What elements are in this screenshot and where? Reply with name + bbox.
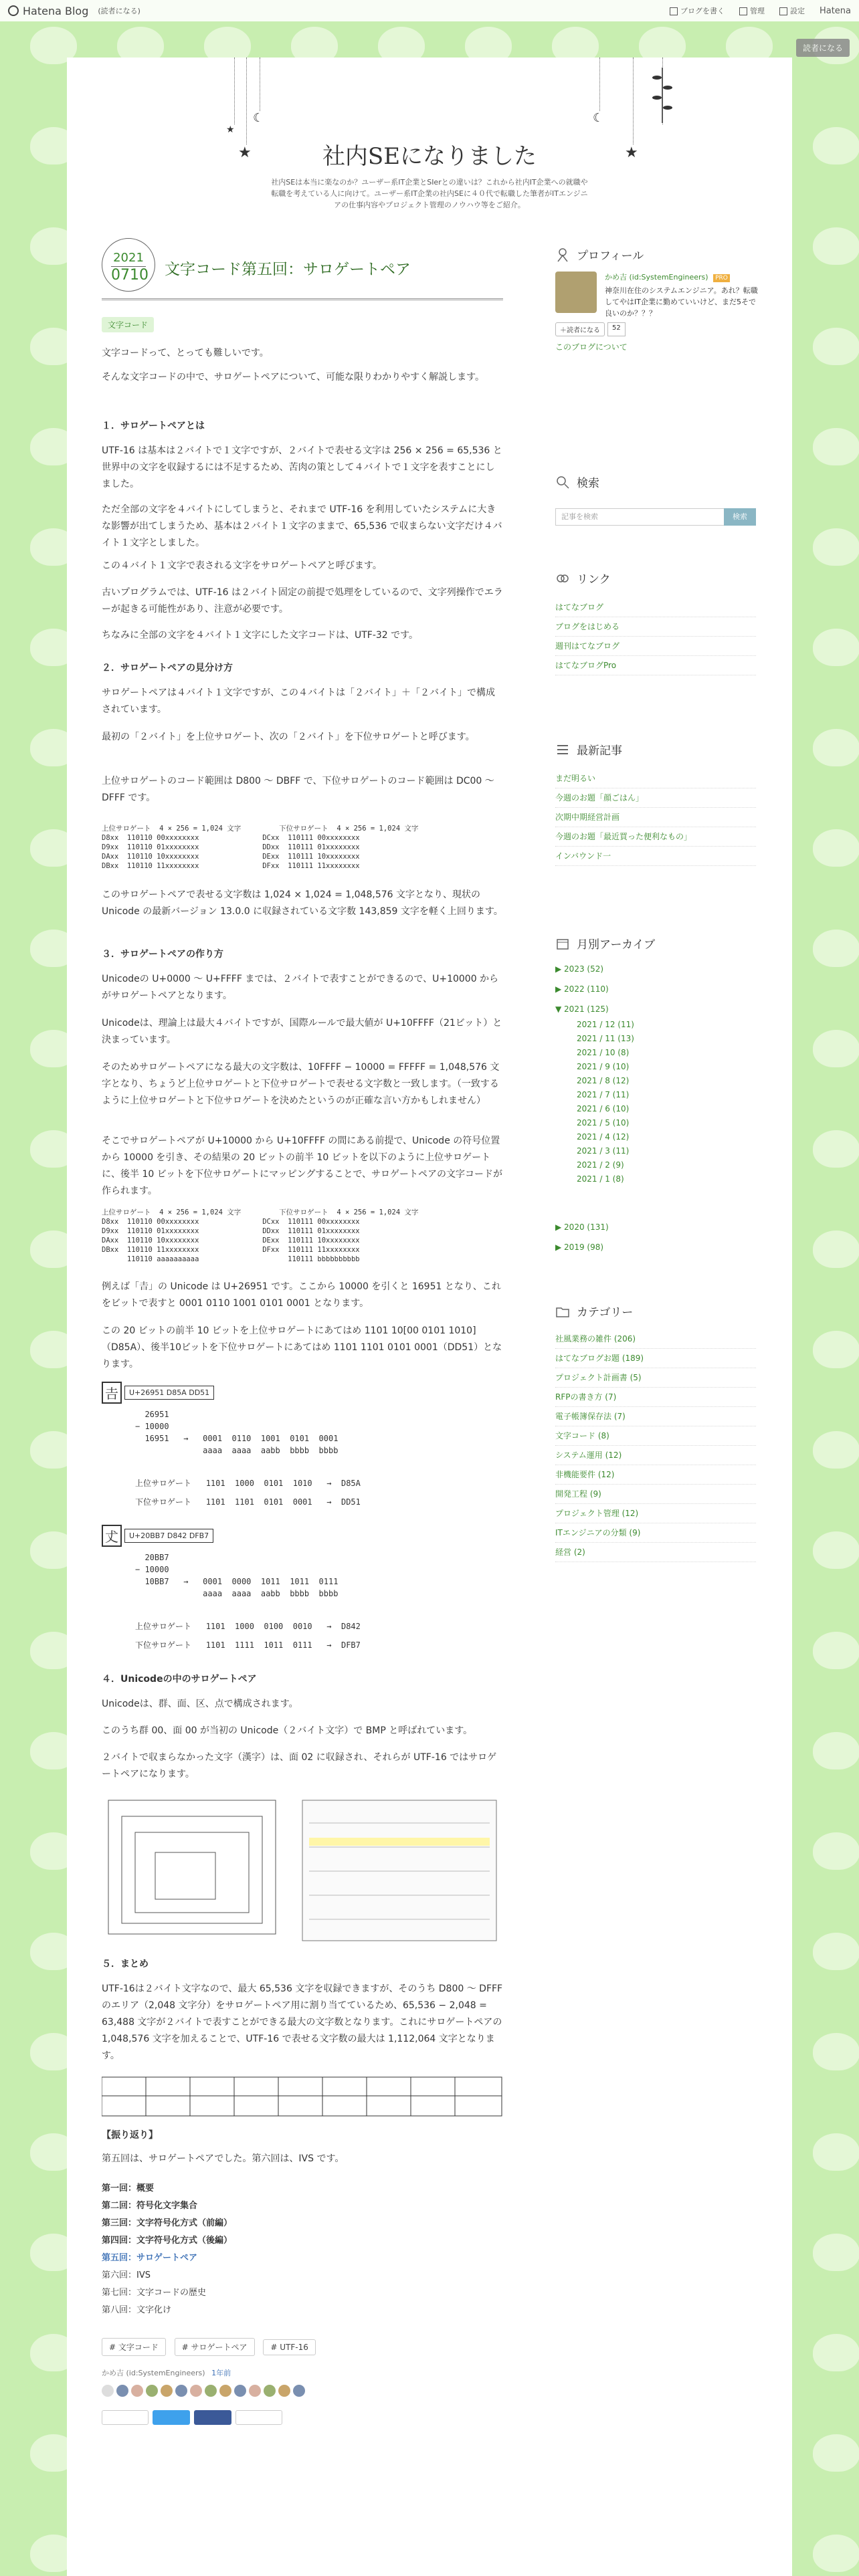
gear-icon [779,7,787,15]
paragraph: そんな文字コードの中で、サロゲートペアについて、可能な限りわかりやすく解説します。 [102,372,485,383]
archive-year[interactable]: ▼ 2021 (125) [555,1004,609,1014]
tweet-button[interactable] [153,2410,190,2425]
section-heading: ５．まとめ [102,1959,149,1969]
lower-surrogate-label: 下位サロゲート [135,1640,192,1650]
subscribe-row [555,322,626,336]
recent-item[interactable]: 次期中期経営計画 [555,808,756,827]
recent-heading-label: 最新記事 [577,744,622,758]
paragraph: この 20 ビットの前半 10 ビットを上位サロゲートにあてはめ 1101 10[00 0101 1010]（D85A）、後半10ビットを下位サロゲートにあてはめ 1101 1101 0101 0001（DD51）となります。 [102,1325,502,1370]
turtle-pattern-shape [813,2234,859,2271]
topbar-menu[interactable]: (読者になる) [98,7,140,15]
turtle-pattern-shape [813,328,859,365]
star-user-avatar[interactable] [205,2385,217,2397]
surrogate-mapping-table: 上位サロゲート 4 × 256 = 1,024 文字 下位サロゲート 4 × 256 = 1,024 文字 D8xx 110110 00xxxxxxxx DCxx 110111 00xxxxxxxx D9xx 110110 01xxxxxxxx DDxx 110111 01xxxxxxxx DAxx 110110 10xxxxxxxx DExx 110111 10xxxxxxxx DBxx 110110 11xxxxxxxx DFxx 110111 11xxxxxxxx 110110 aaaaaaaaaa 110111 bbbbbbbbbb [102,1208,419,1263]
recent-item[interactable]: 今週のお題「最近買った便利なもの」 [555,827,756,847]
search-icon [555,475,570,490]
archive-heading [555,935,655,952]
turtle-pattern-shape [813,930,859,967]
archive-year[interactable]: ▶ 2023 (52) [555,964,604,974]
star-icon: ★ [226,124,235,135]
series-item: 第二回：符号化文字集合 [102,2201,198,2211]
upper-surrogate-label: 上位サロゲート [135,1622,192,1631]
paragraph: このうち群 00、面 00 が当初の Unicode（２バイト文字）で BMP と呼ばれています。 [102,1725,473,1736]
category-item[interactable]: 電子帳簿保存法 (7) [555,1407,756,1426]
leaf-branch-icon [649,64,676,124]
date-monthday: 0710 [111,267,149,284]
series-item-current: 第五回：サロゲートペア [102,2253,198,2263]
subscribe-button[interactable]: ＋読者になる [555,322,605,336]
recent-heading [555,741,622,758]
surrogate-example-figure-1 [102,1382,503,1509]
kanji-sample-table [102,2072,503,2119]
line-button[interactable] [235,2410,282,2425]
search-button[interactable]: 検索 [724,508,756,526]
hatena-logo[interactable] [8,5,88,17]
category-list [555,1329,756,1562]
category-item[interactable]: 社風業務の雑件 (206) [555,1329,756,1349]
paragraph: ２バイトで収まらなかった文字（漢字）は、面 02 に収録され、それらが UTF-16 ではサロゲートペアになります。 [102,1752,497,1780]
paragraph: サロゲートペアは４バイト１文字ですが、この４バイトは「２バイト」＋「２バイト」で構成されています。 [102,687,495,715]
hatena-logo-icon [8,5,19,16]
profile-heading [555,246,644,263]
turtle-pattern-shape [813,1632,859,1669]
recent-item[interactable]: まだ明るい [555,769,756,788]
user-label: Hatena [819,5,851,16]
star-user-avatar[interactable] [190,2385,202,2397]
series-item: 第七回：文字コードの歴史 [102,2288,207,2298]
turtle-pattern-shape [813,1832,859,1870]
archive-month[interactable]: 2021 / 10 (8) [577,1048,630,1057]
section-heading: 【振り返り】 [102,2130,158,2141]
user-menu[interactable] [820,6,851,16]
links-heading-label: リンク [577,573,611,586]
turtle-pattern-shape [813,729,859,766]
paragraph: 例えば「𠮷」の Unicode は U+26951 です。ここから 10000 を引くと 16951 となり、これをビットで表すと 0001 0110 1001 0101 0001 となります。 [102,1281,501,1309]
series-item: 第四回：文字符号化方式（後編） [102,2236,233,2246]
list-icon [555,742,570,757]
hanging-string [246,58,247,144]
category-item[interactable]: プロジェクト計画書 (5) [555,1368,756,1388]
blog-header [67,58,792,218]
person-icon [555,247,570,262]
turtle-pattern-shape [813,1431,859,1469]
turtle-pattern-shape [813,2133,859,2171]
add-star-icon[interactable] [102,2385,114,2397]
turtle-pattern-shape [813,127,859,165]
star-user-avatar[interactable] [161,2385,173,2397]
star-user-avatar[interactable] [249,2385,261,2397]
tag-label: UTF-16 [280,2343,308,2352]
archive-year[interactable]: ▶ 2022 (110) [555,984,609,994]
archive-heading-label: 月別アーカイブ [577,938,656,952]
paragraph: 文字コードって、とっても難しいです。 [102,348,269,358]
title-divider [102,298,503,300]
paragraph: そこでサロゲートペアが U+10000 から U+10FFFF の間にある前提で、Unicode の符号位置から 10000 を引き、その結果の 20 ビットの前半 10 ビットを以下のように上位サロゲートに、後半 10 ビットを下位サロゲートにマッピングすることで、サロゲートペアの文字コードが作られます。 [102,1136,503,1196]
turtle-pattern-shape [813,2434,859,2472]
category-item[interactable]: ITエンジニアの分類 (9) [555,1523,756,1543]
link-icon [555,571,570,586]
series-item: 第八回：文字化け [102,2305,172,2315]
search-placeholder: 記事を検索 [561,512,598,521]
category-item[interactable]: プロジェクト管理 (12) [555,1504,756,1523]
archive-year[interactable]: ▶ 2019 (98) [555,1243,604,1252]
archive-month[interactable]: 2021 / 1 (8) [577,1174,624,1184]
star-icon: ★ [625,144,638,161]
star-user-avatar[interactable] [219,2385,231,2397]
section-heading: ３．サロゲートペアの作り方 [102,949,223,960]
paragraph: 上位サロゲートのコード範囲は D800 〜 DBFF で、下位サロゲートのコード範囲は DC00 〜 DFFF です。 [102,776,494,803]
link-list [555,598,756,675]
turtle-pattern-shape [813,2033,859,2070]
category-item[interactable]: 開発工程 (9) [555,1485,756,1504]
surrogate-range-table: 上位サロゲート 4 × 256 = 1,024 文字 下位サロゲート 4 × 256 = 1,024 文字 D8xx 110110 00xxxxxxxx DCxx 110111 00xxxxxxxx D9xx 110110 01xxxxxxxx DDxx 110111 01xxxxxxxx DAxx 110110 10xxxxxxxx DExx 110111 10xxxxxxxx DBxx 110110 11xxxxxxxx DFxx 110111 11xxxxxxxx [102,825,419,870]
unicode-plane-diagram [102,1796,503,1947]
calculation: 26951 − 10000 16951 → 0001 0110 1001 0101 0001 aaaa aaaa aabb bbbb bbbb [135,1410,339,1455]
paragraph: UTF-16は２バイト文字なので、最大 65,536 文字を収録できますが、そのうち D800 〜 DFFF のエリア（2,048 文字分）をサロゲートペア用に割り当てているため、65,536 − 2,048 = 63,488 文字が２バイトで表すことができる最大の文字数となります。これにサロゲートペアの 1,048,576 文字を加えることで、UTF-16 で表せる文字数の最大は 1,112,064 文字となります。 [102,1983,503,2061]
moon-icon: ☾ [253,111,264,125]
section-heading: ２．サロゲートペアの見分け方 [102,663,233,673]
archive-month[interactable]: 2021 / 11 (13) [577,1034,634,1043]
paragraph: Unicodeは、理論上は最大４バイトですが、国際ルールで最大値が U+10FFFF（21ビット）と決まっています。 [102,1018,502,1045]
search-heading-label: 検索 [577,477,599,490]
profile-name[interactable]: かめ吉 (id:SystemEngineers) [605,273,708,282]
archive-month[interactable]: 2021 / 7 (11) [577,1090,630,1099]
recent-item[interactable]: インバウンド一 [555,847,756,866]
archive-month-list [577,1018,634,1186]
archive-year[interactable]: ▶ 2020 (131) [555,1222,609,1232]
archive-month[interactable]: 2021 / 2 (9) [577,1160,624,1170]
surrogate-example-figure-2 [102,1525,503,1652]
turtle-pattern-shape [813,1030,859,1067]
turtle-pattern-shape [813,1933,859,1970]
settings-link[interactable] [779,5,805,16]
star-user-avatar[interactable] [175,2385,187,2397]
section-heading: ４．Unicodeの中のサロゲートペア [102,1674,257,1685]
category-item[interactable]: RFPの書き方 (7) [555,1388,756,1407]
calculation: 20BB7 − 10000 10BB7 → 0001 0000 1011 1011 0111 aaaa aaaa aabb bbbb bbbb [135,1553,339,1598]
blog-description: 社内SEは本当に楽なのか？ユーザー系IT企業とSIerとの違いは？これから社内IT企業への就職や転職を考えている人に向けて。ユーザー系IT企業の社内SEに４０代で転職した筆者がITエンジニアの仕事内容やプロジェクト管理のノウハウ等をご紹介。 [271,178,588,209]
category-item[interactable]: 経営 (2) [555,1543,756,1562]
manage-label: 管理 [749,7,765,15]
links-heading [555,570,611,586]
moon-icon: ☾ [593,111,604,125]
link-item[interactable]: はてなブログPro [555,656,756,675]
facebook-button[interactable] [194,2410,231,2425]
search-heading [555,473,599,490]
paragraph: 第五回は、サロゲートペアでした。第六回は、IVS です。 [102,2153,345,2164]
lower-surrogate-label: 下位サロゲート [135,1497,192,1507]
subscribe-floating-button[interactable]: 読者になる [796,39,850,57]
paragraph: UTF-16 は基本は２バイトで１文字ですが、２バイトで表せる文字は 256 × 256 = 65,536 と世界中の文字を収録するには不足するため、苦肉の策として４バイトで１文字を表すことにしました。 [102,445,502,490]
profile-description: 神奈川在住のシステムエンジニア。あれ？転職してやはIT企業に勤めていいけど、まだ5そで良いのか？？？ [605,286,758,318]
pen-icon [670,7,678,15]
paragraph: 古いプログラムでは、UTF-16 は２バイト固定の前提で処理をしているので、文字列操作でエラーが起きる可能性があり、注意が必要です。 [102,587,503,615]
subscriber-count: 52 [607,322,626,336]
paragraph: 最初の「２バイト」を上位サロゲート、次の「２バイト」を下位サロゲートと呼びます。 [102,732,475,742]
tag[interactable]: # UTF-16 [263,2339,316,2355]
entry-title[interactable]: 文字コード第五回：サロゲートペア [165,261,411,278]
turtle-pattern-shape [813,1331,859,1368]
recent-item[interactable]: 今週のお題「顔ごはん」 [555,788,756,808]
upper-surrogate-label: 上位サロゲート [135,1479,192,1488]
write-link[interactable] [670,5,725,16]
archive-month[interactable]: 2021 / 8 (12) [577,1076,630,1085]
entry-footer [102,2367,231,2378]
turtle-pattern-shape [813,1531,859,1569]
star-user-avatar[interactable] [264,2385,276,2397]
category-heading [555,1303,633,1319]
turtle-pattern-shape [813,1230,859,1268]
series-item: 第一回：概要 [102,2183,155,2193]
folder-icon [555,1304,570,1319]
paragraph: Unicodeの U+0000 〜 U+FFFF までは、２バイトで表すことができるので、U+10000 からがサロゲートペアとなります。 [102,974,499,1001]
archive-month[interactable]: 2021 / 4 (12) [577,1132,630,1142]
star-user-avatar[interactable] [116,2385,128,2397]
settings-label: 設定 [789,7,805,15]
brand-label: Hatena Blog [23,4,89,17]
code-label: U+26951 D85A DD51 [124,1386,214,1400]
date-badge[interactable] [102,238,155,292]
paragraph: ただ全部の文字を４バイトにしてしまうと、それまで UTF-16 を利用していたシステムに大きな影響が出てしまうため、基本は２バイト１文字のままで、65,536 で収まらない文字だけ４バイト１文字としました。 [102,504,502,548]
avatar[interactable] [555,272,597,313]
search-input[interactable] [555,508,756,526]
posted-time[interactable]: 1年前 [211,2369,231,2377]
section-heading: １．サロゲートペアとは [102,421,205,431]
turtle-pattern-shape [813,1732,859,1769]
result-rows: 上位サロゲート 1101 1000 0101 1010 → D85A 下位サロゲート 1101 1101 0101 0001 → DD51 [135,1479,361,1507]
paragraph: ちなみに全部の文字を４バイト１文字にした文字コードは、UTF-32 です。 [102,630,419,641]
category-heading-label: カテゴリー [577,1306,634,1319]
series-list [102,2180,232,2319]
star-user-avatar[interactable] [234,2385,246,2397]
turtle-pattern-shape [813,428,859,465]
tag-label: サロゲートペア [191,2343,248,2352]
hanging-string [599,58,600,111]
archive-month[interactable]: 2021 / 6 (10) [577,1104,630,1113]
series-item: 第三回：文字符号化方式（前編） [102,2218,233,2228]
turtle-pattern-shape [813,1130,859,1168]
turtle-pattern-shape [813,829,859,867]
kanji-label: 𠀋 [102,1525,122,1547]
profile-heading-label: プロフィール [577,249,644,263]
tag-label: 文字コード [118,2343,159,2352]
paragraph: この４バイト１文字で表される文字をサロゲートペアと呼びます。 [102,560,382,571]
blog-page [67,58,792,2576]
blog-title[interactable]: 社内SEになりました [322,143,537,170]
tag[interactable]: # 文字コード [102,2338,166,2356]
link-item[interactable]: ブログをはじめる [555,617,756,637]
turtle-pattern-shape [813,629,859,666]
paragraph: Unicodeは、群、面、区、点で構成されます。 [102,1699,298,1709]
entry-category[interactable]: 文字コード [102,317,154,332]
result-rows: 上位サロゲート 1101 1000 0100 0010 → D842 下位サロゲート 1101 1111 1011 0111 → DFB7 [135,1622,361,1650]
turtle-pattern-shape [813,2535,859,2572]
turtle-pattern-shape [813,528,859,566]
link-item[interactable]: 週刊はてなブログ [555,637,756,656]
author-link[interactable]: かめ吉 (id:SystemEngineers) [102,2369,205,2377]
category-item[interactable]: はてなブログお題 (189) [555,1349,756,1368]
calendar-icon [555,936,570,951]
dashboard-icon [739,7,747,15]
profile-name-row [605,272,730,282]
archive-month[interactable]: 2021 / 12 (11) [577,1020,634,1029]
tag-list [102,2338,321,2356]
archive-month[interactable]: 2021 / 5 (10) [577,1118,630,1128]
about-link[interactable]: このブログについて [555,342,628,352]
link-item[interactable]: はてなブログ [555,598,756,617]
star-icon: ★ [238,144,252,161]
paragraph: そのためサロゲートペアになる最大の文字数は、10FFFF − 10000 = FFFFF = 1,048,576 文字となり、ちょうど上位サロゲートと下位サロゲートで表せる文字数と一致します。（一致するように上位サロゲートと下位サロゲートを決めたというのが正確な言い方かもしれません） [102,1062,500,1106]
hatena-topbar [0,0,859,21]
series-item: 第六回：IVS [102,2270,151,2280]
share-button[interactable] [102,2410,149,2425]
archive-month[interactable]: 2021 / 9 (10) [577,1062,630,1071]
star-user-avatar[interactable] [131,2385,143,2397]
hanging-string [633,58,634,144]
turtle-pattern-shape [813,2334,859,2371]
tag[interactable]: # サロゲートペア [175,2338,255,2356]
turtle-pattern-shape [813,227,859,265]
category-item[interactable]: 非機能要件 (12) [555,1465,756,1485]
paragraph: このサロゲートペアで表せる文字数は 1,024 × 1,024 = 1,048,576 文字となり、現状の Unicode の最新バージョン 13.0.0 に収録されている文字数 143,859 文字を軽く上回ります。 [102,889,503,917]
hanging-string [234,58,235,124]
category-item[interactable]: システム運用 (12) [555,1446,756,1465]
kanji-label: 𠮷 [102,1382,122,1404]
star-user-avatar[interactable] [278,2385,290,2397]
write-label: ブログを書く [680,7,725,15]
recent-list [555,769,756,866]
archive-month[interactable]: 2021 / 3 (11) [577,1146,630,1156]
star-user-avatar[interactable] [146,2385,158,2397]
manage-link[interactable] [739,5,765,16]
code-label: U+20BB7 D842 DFB7 [124,1529,213,1543]
pro-badge: PRO [713,274,730,282]
star-avatars [102,2385,305,2397]
date-year: 2021 [113,251,144,265]
category-item[interactable]: 文字コード (8) [555,1426,756,1446]
star-user-avatar[interactable] [293,2385,305,2397]
share-buttons [102,2410,282,2425]
